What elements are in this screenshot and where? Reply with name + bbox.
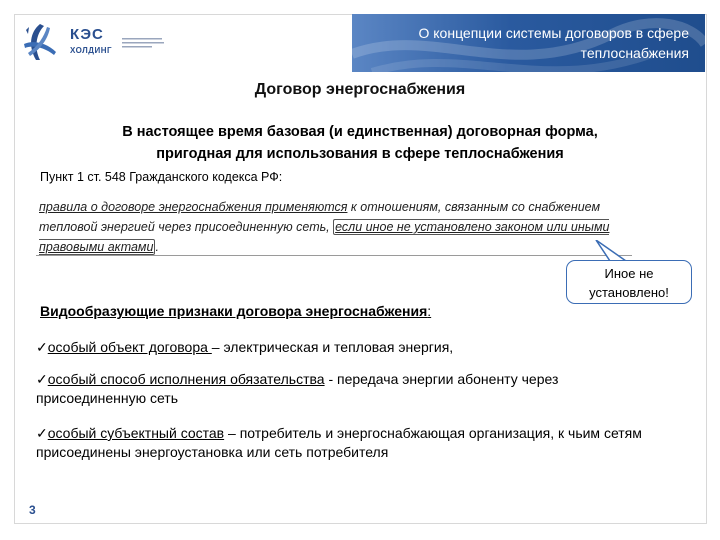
header-title-line1: О концепции системы договоров в сфере xyxy=(418,25,689,41)
logo-name: КЭС xyxy=(70,26,104,43)
lead-line1: В настоящее время базовая (и единственная) договорная форма, xyxy=(122,124,598,140)
feature-description: - передача энергии абоненту через присоединенную сеть xyxy=(36,371,559,406)
slide-title: Договор энергоснабжения xyxy=(254,81,466,98)
quoted-clause-text xyxy=(39,197,629,257)
feature-item xyxy=(36,424,666,462)
quote-part-1: правила о договоре энергоснабжения применяются xyxy=(39,200,348,214)
quote-part-2: к отношениям, связанным со снабжением тепловой энергией через присоединенную сеть, xyxy=(39,200,601,234)
checkmark-icon: ✓ xyxy=(36,425,48,441)
lead-line2: пригодная для использования в сфере теплоснабжения xyxy=(156,146,564,162)
company-logo xyxy=(14,14,184,72)
quote-part-4: . xyxy=(155,240,159,254)
quote-part-3: если иное не установлено законом или иными правовыми актами xyxy=(39,220,610,254)
checkmark-icon: ✓ xyxy=(36,371,48,387)
logo-swirl-icon xyxy=(20,22,60,62)
checkmark-icon: ✓ xyxy=(36,339,48,355)
feature-term: особый объект договора xyxy=(47,339,212,355)
logo-subtitle: ХОЛДИНГ xyxy=(70,46,113,55)
callout-note xyxy=(566,260,692,304)
callout-line1: Иное не xyxy=(604,266,654,281)
feature-item xyxy=(36,338,666,357)
callout-line2: установлено! xyxy=(589,285,669,300)
header-bar xyxy=(352,14,705,72)
feature-description: – потребитель и энергоснабжающая организация, к чьим сетям присоединены энергоустановка или сеть потребителя xyxy=(36,425,642,460)
logo-tagline-lines xyxy=(122,36,166,52)
feature-term: особый способ исполнения обязательства xyxy=(47,371,325,387)
clause-reference: Пункт 1 ст. 548 Гражданского кодекса РФ: xyxy=(40,170,283,184)
lead-text xyxy=(40,121,680,165)
page-number: 3 xyxy=(29,503,36,517)
features-heading xyxy=(40,303,431,319)
features-heading-text: Видообразующие признаки договора энергоснабжения xyxy=(40,303,428,319)
header-title-line2: теплоснабжения xyxy=(580,45,689,61)
feature-description: – электрическая и тепловая энергия, xyxy=(211,339,454,355)
features-heading-colon: : xyxy=(427,303,432,319)
quoted-clause xyxy=(36,197,632,256)
header-title xyxy=(369,23,689,63)
feature-term: особый субъектный состав xyxy=(47,425,225,441)
feature-item xyxy=(36,370,666,408)
